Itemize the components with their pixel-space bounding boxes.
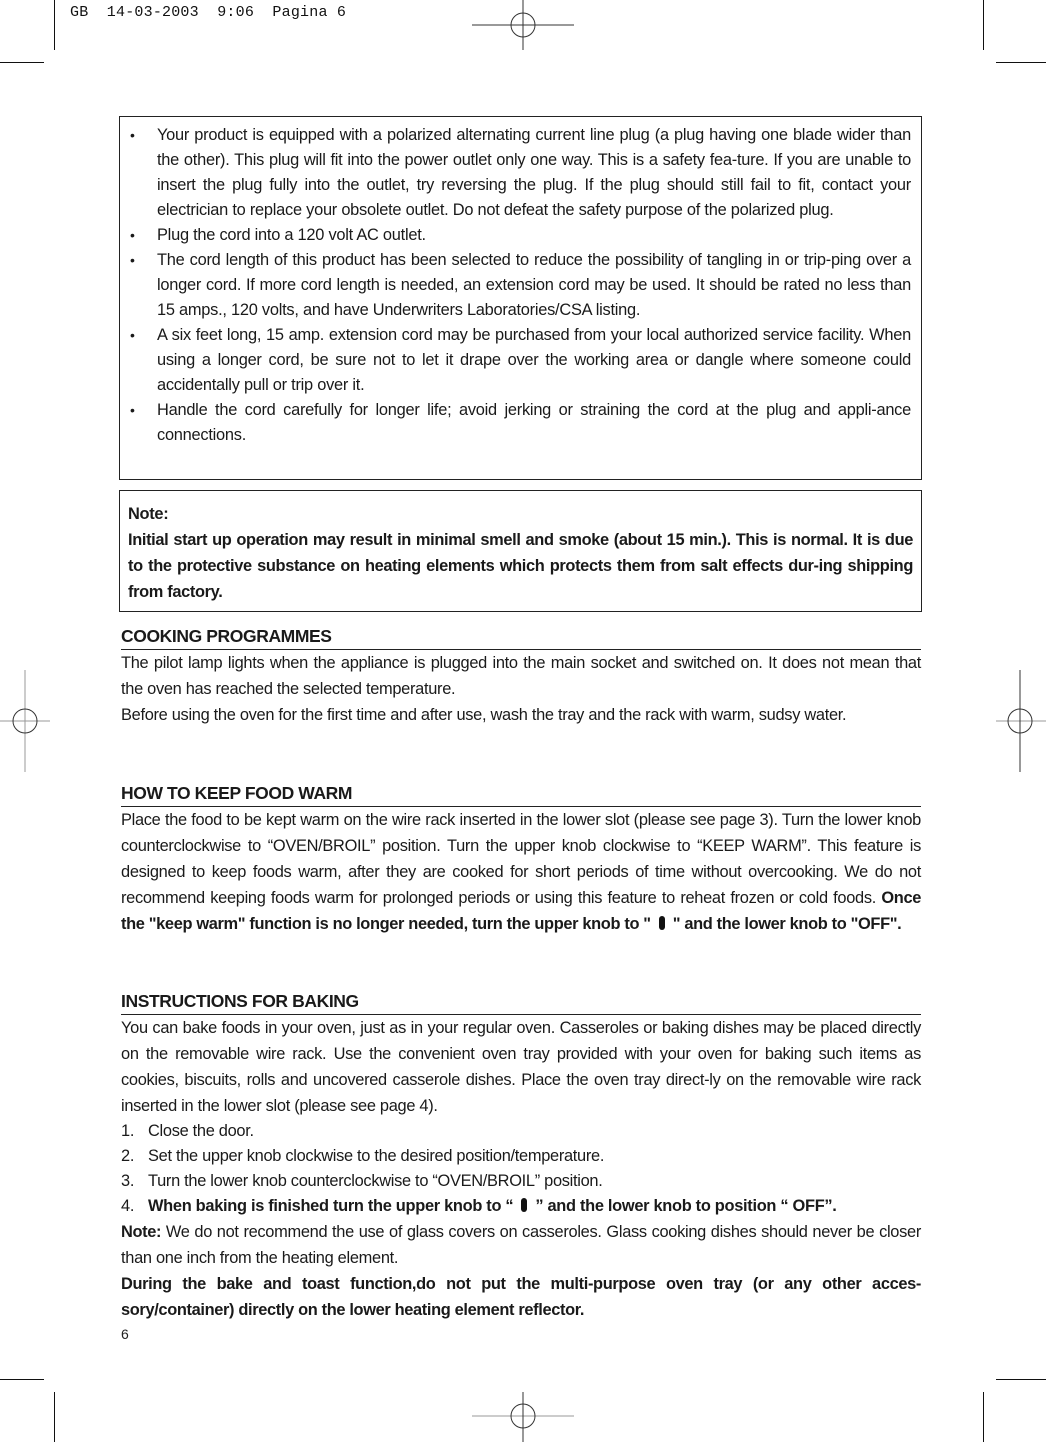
crop-mark-top-right-vertical [983, 0, 984, 50]
section-cooking-programmes [121, 624, 921, 728]
baking-note [121, 1219, 921, 1271]
baking-warning [121, 1271, 921, 1323]
paragraph: You can bake foods in your oven, just as in your regular oven. Casseroles or baking dishes may be placed directly on the removable wire rack. Use the convenient oven tray provided with your oven for baking such items as cookies, biscuits, rolls and uncovered casserole dishes. Place the oven tray direct-ly on the removable wire rack inserted in the lower slot (please see page 4). [121, 1019, 921, 1115]
note-text: Initial start up operation may result in minimal smell and smoke (about 15 min.). This is normal. It is due to the protective substance on heating elements which protects them from salt effects dur-ing shipping from factory. [128, 531, 913, 601]
page-number: 6 [121, 1326, 129, 1342]
bullet-text: A six feet long, 15 amp. extension cord may be purchased from your local authorized service facility. When using a longer cord, be sure not to let it drape over the working area or dangle where someone could accidentally pull or trip over it. [157, 326, 911, 394]
bullet-icon: • [130, 127, 135, 143]
baking-steps-list [121, 1119, 921, 1219]
safety-bullet-list [128, 123, 911, 448]
bullet-icon: • [130, 227, 135, 243]
section-heading: INSTRUCTIONS FOR BAKING [121, 989, 921, 1015]
registration-crosshair-icon [472, 1392, 574, 1442]
step-text: ” and the lower knob to position “ OFF”. [535, 1197, 837, 1215]
bullet-icon: • [130, 252, 135, 268]
bullet-text: Your product is equipped with a polarized alternating current line plug (a plug having one blade wider than the other). This plug will fit into the power outlet only one way. This is a safety fea-ture. If you are unable to insert the plug fully into the outlet, try reversing the plug. If the plug should still fail to fit, contact your electrician to replace your obsolete outlet. Do not defeat the safety purpose of the polarized plug. [157, 126, 911, 219]
step-text: Close the door. [148, 1122, 254, 1140]
crop-mark-bottom-left-horizontal [0, 1379, 44, 1380]
step-number: 2. [121, 1147, 135, 1165]
list-item [128, 248, 911, 323]
crop-mark-bottom-right-horizontal [996, 1379, 1046, 1380]
print-slug: GB 14-03-2003 9:06 Pagina 6 [70, 4, 347, 21]
bullet-text: Handle the cord carefully for longer life; avoid jerking or straining the cord at the plug and appli-ance connections. [157, 401, 911, 444]
section-instructions-for-baking [121, 989, 921, 1323]
step-text: When baking is finished turn the upper knob to “ [148, 1197, 514, 1215]
bold-instruction: Once the "keep warm" function is no longer needed, turn the upper knob to " [121, 889, 921, 933]
list-item [121, 1169, 921, 1194]
step-text: Set the upper knob clockwise to the desired position/temperature. [148, 1147, 605, 1165]
crop-mark-bottom-right-vertical [983, 1392, 984, 1442]
step-number: 4. [121, 1197, 135, 1215]
list-item [121, 1144, 921, 1169]
list-item [121, 1119, 921, 1144]
crop-mark-bottom-left-vertical [54, 1392, 55, 1442]
step-number: 3. [121, 1172, 135, 1190]
list-item [128, 323, 911, 398]
bullet-text: The cord length of this product has been selected to reduce the possibility of tangling in or trip-ping over a longer cord. If more cord length is needed, an extension cord may be used. It should be rated no less than 15 amps., 120 volts, and have Underwriters Laboratories/CSA listing. [157, 251, 911, 319]
knob-off-position-icon [659, 916, 665, 930]
registration-crosshair-icon [0, 670, 50, 772]
bullet-text: Plug the cord into a 120 volt AC outlet. [157, 226, 426, 244]
registration-crosshair-icon [996, 670, 1046, 772]
paragraph [121, 807, 921, 937]
bullet-icon: • [130, 402, 135, 418]
section-keep-food-warm [121, 781, 921, 937]
note-box [119, 490, 922, 612]
paragraph: Before using the oven for the first time and after use, wash the tray and the rack with warm, sudsy water. [121, 706, 847, 724]
registration-crosshair-icon [472, 0, 574, 50]
crop-mark-top-left-vertical [54, 0, 55, 50]
list-item [128, 398, 911, 448]
note-text: We do not recommend the use of glass covers on casseroles. Glass cooking dishes should never be closer than one inch from the heating element. [121, 1223, 921, 1267]
step-number: 1. [121, 1122, 135, 1140]
note-label: Note: [121, 1223, 162, 1241]
note-title: Note: [128, 505, 169, 523]
crop-mark-top-right-horizontal [996, 62, 1046, 63]
list-item [128, 123, 911, 223]
crop-mark-top-left-horizontal [0, 62, 44, 63]
paragraph-text: Place the food to be kept warm on the wire rack inserted in the lower slot (please see page 3). Turn the lower knob counterclockwise to “OVEN/BROIL” position. Turn the upper knob clockwise to “KEEP WARM”. This feature is designed to keep foods warm, after they are cooked for short periods of time without overcooking. We do not recommend keeping foods warm for prolonged periods or using this feature to reheat frozen or cold foods. [121, 811, 921, 907]
list-item [128, 223, 911, 248]
paragraph: The pilot lamp lights when the appliance is plugged into the main socket and switched on. It does not mean that the oven has reached the selected temperature. [121, 654, 921, 698]
knob-off-position-icon [521, 1198, 527, 1212]
warning-text: During the bake and toast function,do not put the multi-purpose oven tray (or any other acces-sory/container) directly on the lower heating element reflector. [121, 1275, 921, 1319]
section-heading: HOW TO KEEP FOOD WARM [121, 781, 921, 807]
section-heading: COOKING PROGRAMMES [121, 624, 921, 650]
list-item [121, 1194, 921, 1219]
safety-instructions-box [119, 116, 922, 480]
bold-instruction: " and the lower knob to "OFF". [672, 915, 902, 933]
step-text: Turn the lower knob counterclockwise to “OVEN/BROIL” position. [148, 1172, 603, 1190]
bullet-icon: • [130, 327, 135, 343]
